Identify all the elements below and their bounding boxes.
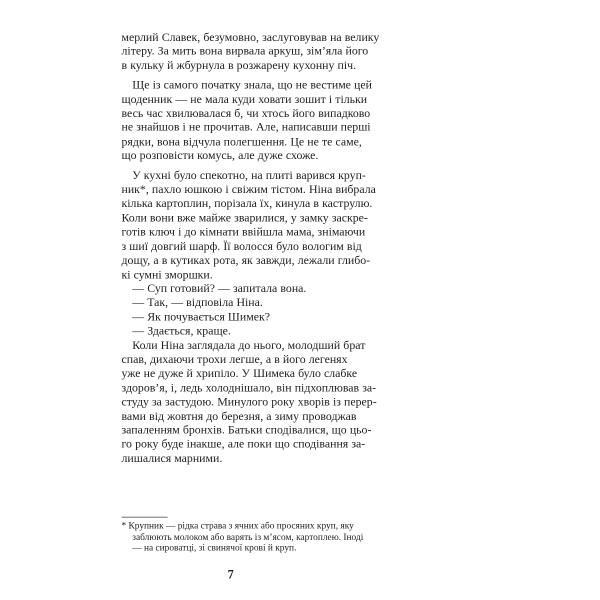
text-line: рядки, вона відчула полегшення. Це не те саме, (121, 135, 362, 149)
text-line: студу за застудою. Минулого року хворів із перер- (121, 395, 377, 409)
text-line: кілька картоплин, порізала їх, кинула в каструлю. (121, 197, 373, 211)
text-line: літеру. За мить вона вирвала аркуш, зім’яла його (121, 44, 369, 58)
dialogue-line: — Здається, краще. (132, 324, 231, 338)
footnote-line: * Крупник — рідка страва з ячних або просяних круп, яку (121, 519, 354, 531)
text-line: го року буде інакше, але поки що сподівання за- (121, 437, 366, 451)
text-line: мерлий Славек, безумовно, заслуговував на велику (121, 30, 380, 44)
text-line: не знайшов і не прочитав. Але, написавши перші (121, 121, 371, 135)
text-line: ник*, пахло юшкою і свіжим тістом. Ніна вибрала (121, 183, 376, 197)
paragraph (121, 30, 380, 73)
text-line: У кухні було спекотно, на плиті варився круп- (132, 168, 366, 182)
footnote (121, 519, 364, 554)
text-line: уже не дуже й хрипіло. У Шимека було слабке (121, 367, 358, 381)
paragraph (121, 338, 377, 466)
text-line: запаленням бронхів. Батьки сподівалися, що цьо- (121, 423, 372, 437)
text-line: кі сумні зморшки. (121, 267, 213, 282)
dialogue-line: — Так, — відповіла Ніна. (132, 296, 263, 310)
footnote-line: — на сироватці, зі свинячої крові й круп. (132, 542, 297, 554)
page-number: 7 (227, 568, 234, 582)
dialogue-block (122, 282, 343, 339)
text-line: з шиї довгий шарф. Її волосся було вологим від (121, 239, 362, 253)
text-line: дощу, а в кутиках рота, як завжди, лежали глибо- (121, 253, 371, 267)
text-line: Коли Ніна заглядала до нього, молодший брат (132, 338, 366, 352)
text-line: лишалися марними. (121, 452, 223, 466)
text-line: Ще із самого початку знала, що не вестиме цей (132, 78, 372, 92)
text-line: весь час хвилювалася б, чи хтось його випадково (121, 106, 371, 120)
dialogue-line: — Суп готовий? — запитала вона. (132, 282, 307, 296)
text-line: що розповісти комусь, але дуже схоже. (121, 149, 319, 163)
dialogue-line: — Як почувається Шимек? (132, 310, 270, 324)
text-line: здоров’я, і, ледь холоднішало, він підхоплював за- (121, 381, 377, 395)
text-line: вами від жовтня до березня, а зиму проводжав (121, 409, 357, 423)
text-line: щоденник — не мала куди ховати зошит і тільки (121, 92, 368, 106)
footnote-rule (122, 517, 168, 518)
page-body (121, 30, 380, 466)
footnote-line: заблюють молоком або варять із м’ясом, картоплею. Іноді (132, 531, 364, 542)
text-line: в кульку й жбурнула в розжарену кухонну піч. (121, 59, 357, 73)
paragraph (121, 78, 372, 164)
text-line: Коли вони вже майже зварилися, у замку заскре- (121, 211, 368, 225)
text-line: готів ключ і до кімнати ввійшла мама, знімаючи (121, 225, 366, 239)
paragraph (121, 168, 376, 282)
text-line: спав, дихаючи трохи легше, а в його легенях (121, 352, 348, 366)
